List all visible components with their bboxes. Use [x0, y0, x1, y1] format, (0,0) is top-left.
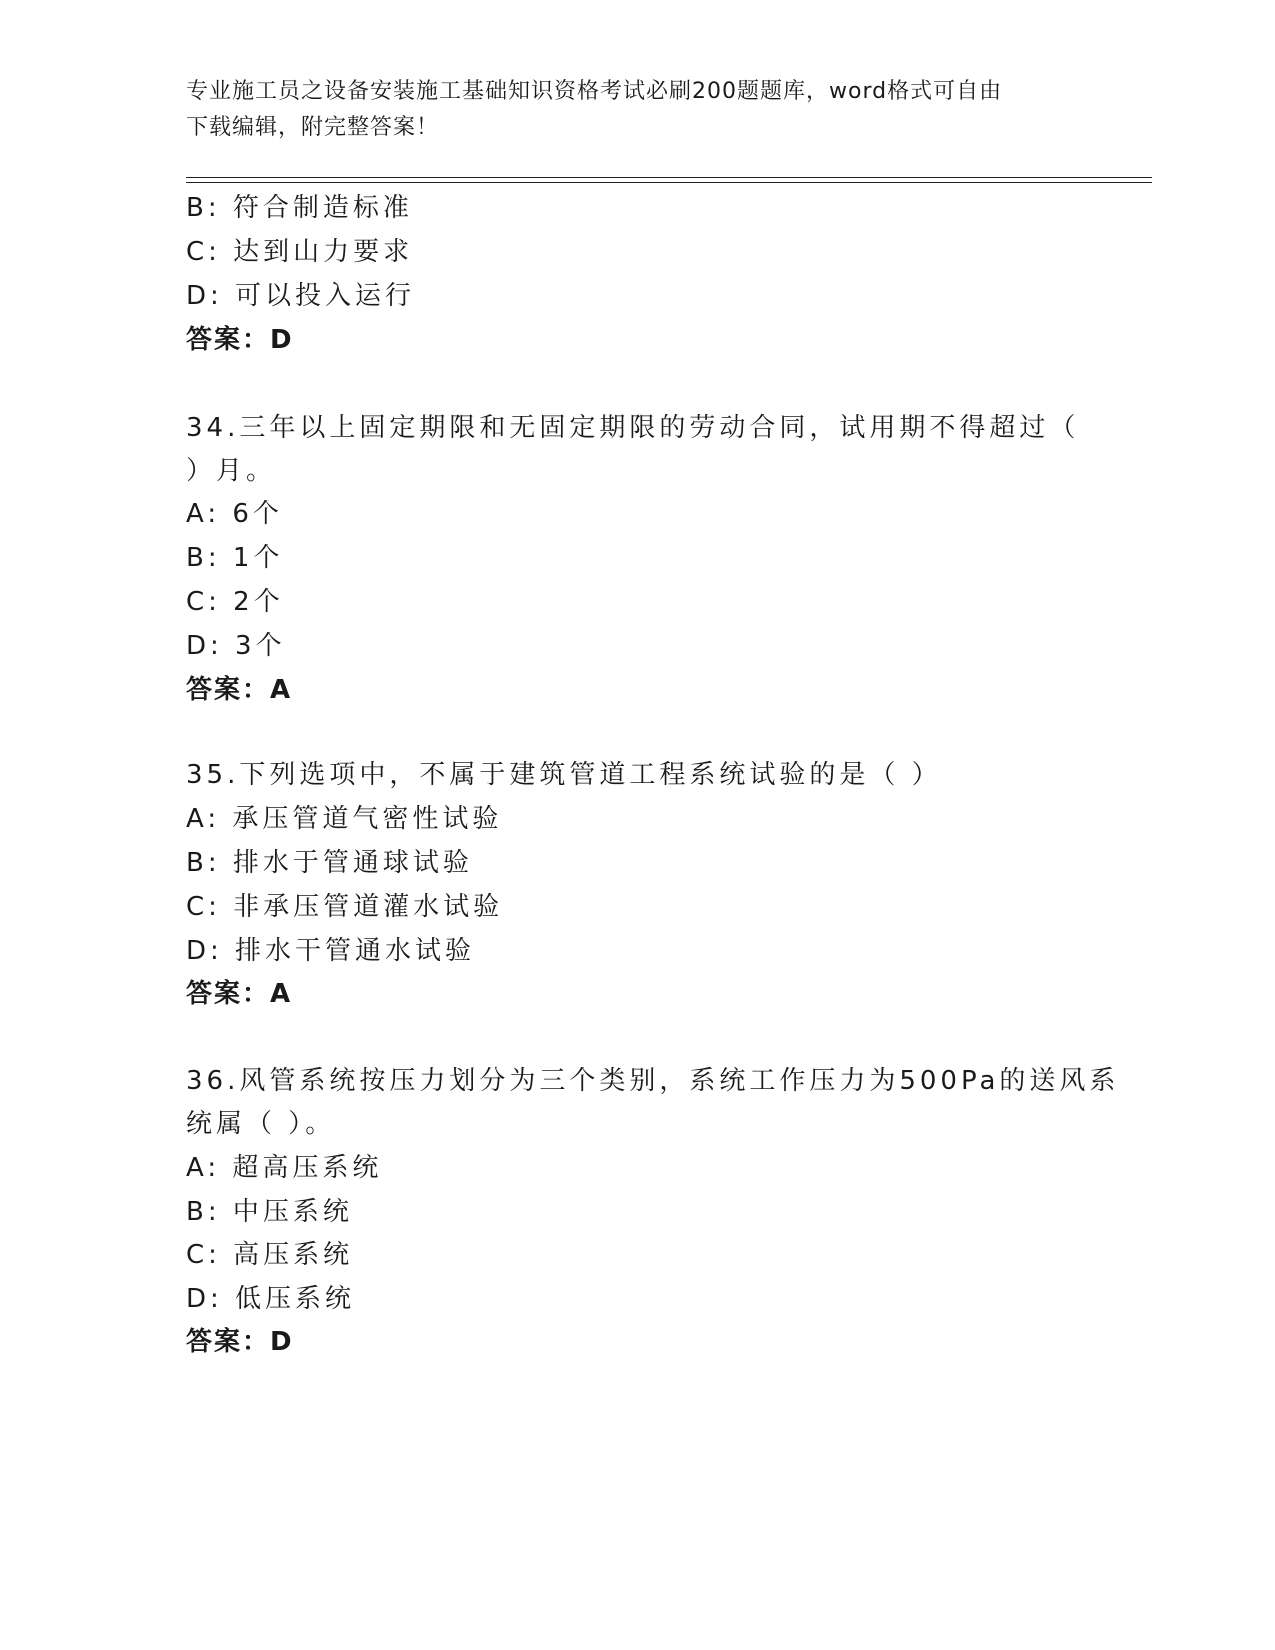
q34-option-d: D: 3个	[186, 631, 286, 661]
q33-answer: 答案：D	[186, 325, 294, 355]
q36-option-b: B: 中压系统	[186, 1197, 353, 1227]
q36-option-c: C: 高压系统	[186, 1240, 354, 1270]
q36-option-a: A: 超高压系统	[186, 1153, 383, 1183]
q34-stem-line-2: ）月。	[186, 456, 277, 486]
q34-stem-line-1: 34.三年以上固定期限和无固定期限的劳动合同，试用期不得超过（	[186, 413, 1080, 443]
q35-option-a: A: 承压管道气密性试验	[186, 804, 503, 834]
q33-option-b: B: 符合制造标准	[186, 193, 413, 223]
q33-option-d: D: 可以投入运行	[186, 281, 416, 311]
q36-stem-line-2: 统属（ ）。	[186, 1109, 336, 1139]
q34-option-b: B: 1个	[186, 543, 284, 573]
q35-option-d: D: 排水干管通水试验	[186, 936, 476, 966]
q35-answer: 答案：A	[186, 979, 293, 1009]
q36-answer: 答案：D	[186, 1327, 294, 1357]
q36-stem-line-1: 36.风管系统按压力划分为三个类别，系统工作压力为500Pa的送风系	[186, 1066, 1120, 1096]
q34-option-a: A: 6个	[186, 499, 283, 529]
q35-option-c: C: 非承压管道灌水试验	[186, 892, 504, 922]
header-divider-bottom	[186, 182, 1152, 183]
q34-answer: 答案：A	[186, 675, 293, 705]
q34-option-c: C: 2个	[186, 587, 284, 617]
header-divider-top	[186, 177, 1152, 178]
q35-option-b: B: 排水于管通球试验	[186, 848, 473, 878]
document-header	[186, 74, 1086, 146]
q36-option-d: D: 低压系统	[186, 1284, 356, 1314]
q33-option-c: C: 达到山力要求	[186, 237, 414, 267]
q35-stem-line-1: 35.下列选项中，不属于建筑管道工程系统试验的是（ ）	[186, 760, 942, 790]
header-line-1: 专业施工员之设备安装施工基础知识资格考试必刷200题题库，word格式可自由	[186, 79, 1003, 104]
header-line-2: 下载编辑，附完整答案！	[186, 115, 440, 140]
